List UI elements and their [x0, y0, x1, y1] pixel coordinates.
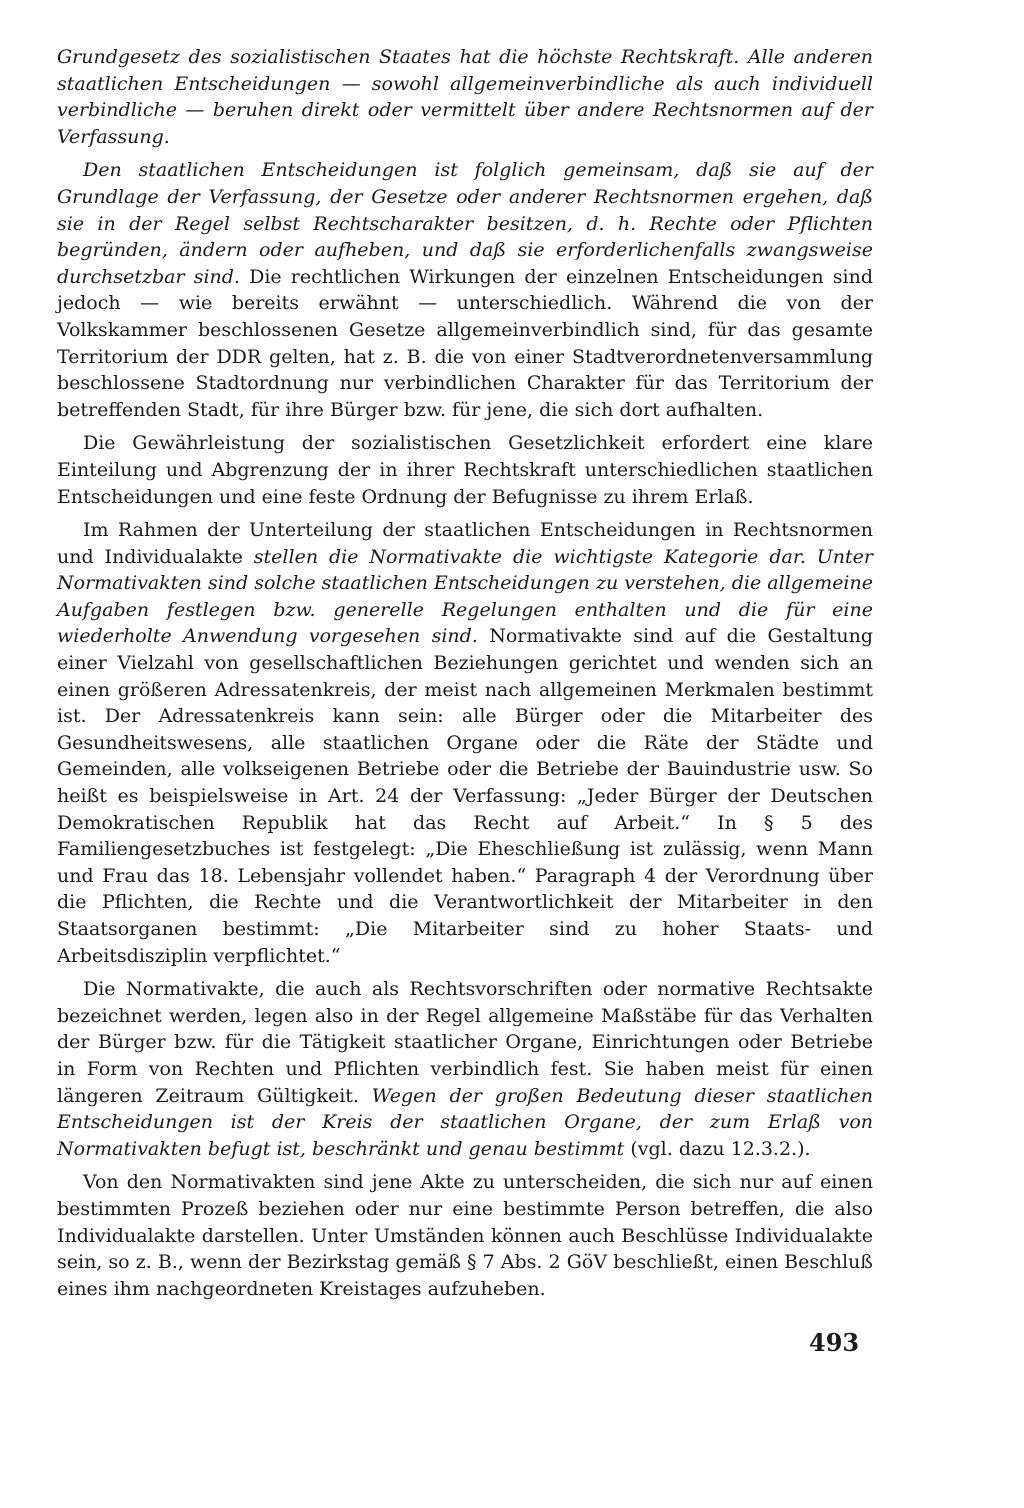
text-segment: Von den Normativakten sind jene Akte zu unterscheiden, die sich nur auf einen bestimmten Prozeß beziehen oder nur eine bestimmte Person betreffen, die also Individualakte darstellen. Unter Umständen können auch Beschlüsse Individualakte sein, so z. B., wenn der Bezirkstag gemäß § 7 Abs. 2 GöV beschließt, einen Beschluß eines ihm nachgeordneten Kreistages aufzuheben. [57, 1171, 873, 1300]
page-body [57, 44, 873, 1309]
paragraph-3 [57, 430, 873, 510]
paragraph-5 [57, 976, 873, 1162]
page-number: 493 [809, 1328, 860, 1357]
paragraph-4 [57, 517, 873, 969]
text-segment: Die rechtlichen Wirkungen der einzelnen Entscheidungen sind jedoch — wie bereits erwähnt — unterschiedlich. Während die von der Volkskammer beschlossenen Gesetze allgemeinverbindlich sind, für das gesamte Territorium der DDR gelten, hat z. B. die von einer Stadtverordnetenversammlung beschlossene Stadtordnung nur verbindlichen Charakter für das Territorium der betreffenden Stadt, für ihre Bürger bzw. für jene, die sich dort aufhalten. [57, 265, 873, 421]
text-segment: Grundgesetz des sozialistischen Staates hat die höchste Rechtskraft. Alle anderen staatlichen Entscheidungen — sowohl allgemeinverbindliche als auch individuell verbindliche — beruhen direkt oder vermittelt über andere Rechtsnormen auf der Verfassung. [57, 46, 873, 148]
paragraph-1 [57, 44, 873, 150]
text-segment: stellen die Normativakte die wichtigste Kategorie dar. Unter Normativakten sind solche staatlichen Entscheidungen zu verstehen, die allgemeine Aufgaben festlegen bzw. generelle Regelungen enthalten und die für eine wiederholte Anwendung vorgesehen sind. [57, 545, 873, 648]
text-segment: (vgl. dazu 12.3.2.). [624, 1137, 811, 1160]
text-segment: Die Normativakte, die auch als Rechtsvorschriften oder normative Rechtsakte bezeichnet werden, legen also in der Regel allgemeine Maßstäbe für das Verhalten der Bürger bzw. für die Tätigkeit staatlicher Organe, Einrichtungen oder Betriebe in Form von Rechten und Pflichten verbindlich fest. Sie haben meist für einen längeren Zeitraum Gültigkeit. [57, 978, 873, 1107]
paragraph-6 [57, 1169, 873, 1302]
text-segment: Wegen der großen Bedeutung dieser staatlichen Entscheidungen ist der Kreis der staatlichen Organe, der zum Erlaß von Normativakten befugt ist, beschränkt und genau bestimmt [57, 1084, 873, 1160]
text-segment: Im Rahmen der Unterteilung der staatlichen Entscheidungen in Rechtsnormen und Individualakte [57, 519, 873, 568]
text-segment: Die Gewährleistung der sozialistischen Gesetzlichkeit erfordert eine klare Einteilung und Abgrenzung der in ihrer Rechtskraft unterschiedlichen staatlichen Entscheidungen und eine feste Ordnung der Befugnisse zu ihrem Erlaß. [57, 432, 873, 508]
paragraph-2 [57, 157, 873, 423]
text-segment: Den staatlichen Entscheidungen ist folglich gemeinsam, daß sie auf der Grundlage der Verfassung, der Gesetze oder anderer Rechtsnormen ergehen, daß sie in der Regel selbst Rechtscharakter besitzen, d. h. Rechte oder Pflichten begründen, ändern oder aufheben, und daß sie erforderlichenfalls zwangsweise durchsetzbar sind. [57, 159, 873, 288]
text-segment: Normativakte sind auf die Gestaltung einer Vielzahl von gesellschaftlichen Beziehungen gerichtet und wenden sich an einen größeren Adressatenkreis, der meist nach allgemeinen Merkmalen bestimmt ist. Der Adressatenkreis kann sein: alle Bürger oder die Mitarbeiter des Gesundheitswesens, alle staatlichen Organe oder die Räte der Städte und Gemeinden, alle volkseigenen Betriebe oder die Betriebe der Bauindustrie usw. So heißt es beispielsweise in Art. 24 der Verfassung: „Jeder Bürger der Deutschen Demokratischen Republik hat das Recht auf Arbeit.“ In § 5 des Familiengesetzbuches ist festgelegt: „Die Eheschließung ist zulässig, wenn Mann und Frau das 18. Lebensjahr vollendet haben.“ Paragraph 4 der Verordnung über die Pflichten, die Rechte und die Verantwortlichkeit der Mitarbeiter in den Staatsorganen bestimmt: „Die Mitarbeiter sind zu hoher Staats- und Arbeitsdisziplin verpflichtet.“ [57, 625, 873, 967]
